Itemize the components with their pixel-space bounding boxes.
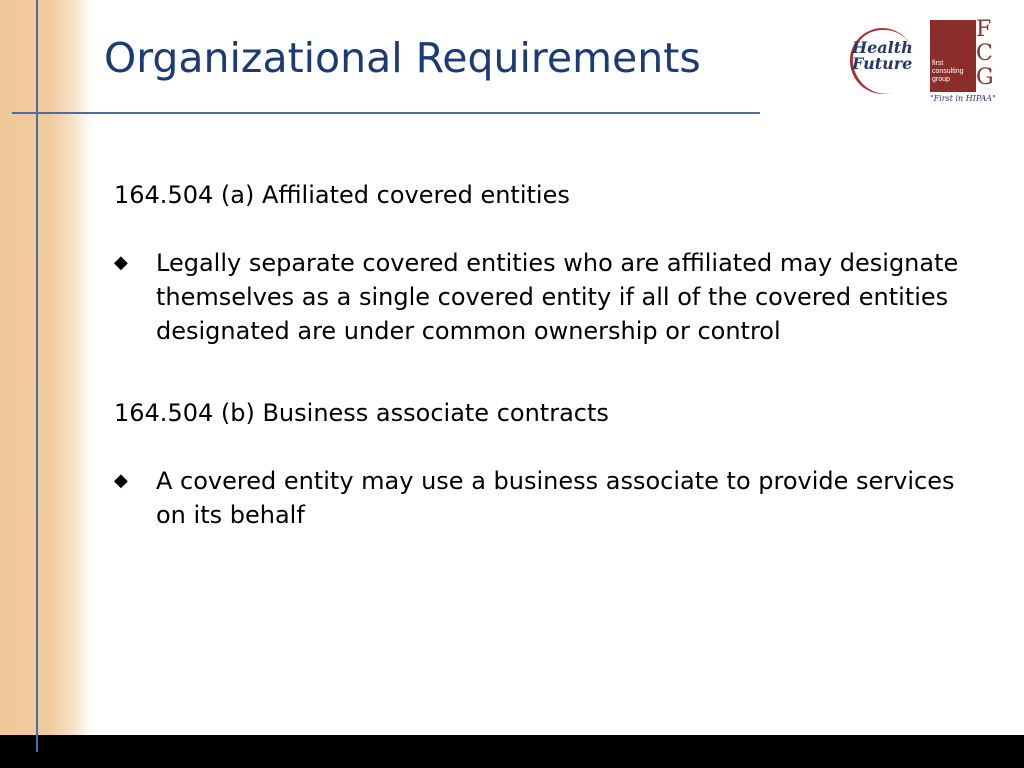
fcg-letter-f: F bbox=[976, 17, 992, 42]
health-future-line1: Health bbox=[852, 38, 913, 57]
diamond-bullet-icon: ◆ bbox=[114, 252, 128, 273]
fcg-box-line3: group bbox=[932, 76, 950, 83]
slide-title: Organizational Requirements bbox=[104, 34, 701, 82]
fcg-box-line1: first bbox=[932, 60, 944, 67]
diamond-bullet-icon: ◆ bbox=[114, 470, 128, 491]
fcg-box-line2: consulting bbox=[932, 68, 964, 75]
bullet-text-a: Legally separate covered entities who are affiliated may designate themselves as a single covered entity if all of the covered entities designated are under common ownership or control bbox=[156, 249, 959, 345]
bullet-item-b bbox=[114, 464, 964, 532]
title-underline-rule bbox=[12, 112, 760, 114]
health-future-logo bbox=[844, 22, 924, 94]
left-vertical-rule bbox=[36, 0, 38, 752]
bullet-item-a bbox=[114, 246, 964, 348]
logos bbox=[844, 18, 1014, 102]
left-decorative-stripe bbox=[0, 0, 92, 735]
fcg-letter-c: C bbox=[976, 41, 993, 66]
slide-content bbox=[114, 178, 964, 580]
fcg-letter-g: G bbox=[976, 65, 994, 90]
fcg-tagline: "First in HIPAA" bbox=[930, 94, 996, 103]
section-heading-a: 164.504 (a) Affiliated covered entities bbox=[114, 181, 570, 209]
health-future-wordmark bbox=[852, 40, 913, 72]
fcg-logo-text bbox=[932, 60, 964, 84]
health-future-line2: Future bbox=[852, 54, 913, 73]
bullet-text-b: A covered entity may use a business associate to provide services on its behalf bbox=[156, 467, 955, 529]
section-heading-b: 164.504 (b) Business associate contracts bbox=[114, 399, 609, 427]
fcg-logo-letters bbox=[976, 18, 994, 90]
